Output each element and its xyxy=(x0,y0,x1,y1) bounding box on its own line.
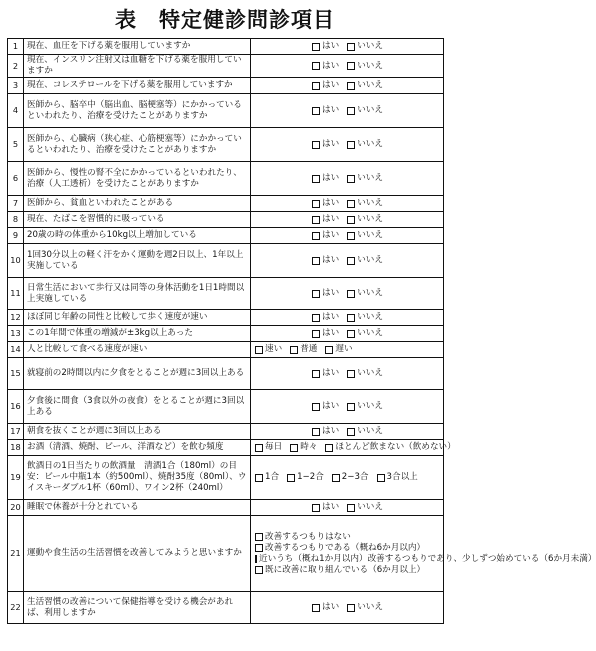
checkbox-icon[interactable] xyxy=(347,232,355,240)
question-number: 4 xyxy=(8,94,24,128)
checkbox-icon[interactable] xyxy=(347,216,355,224)
question-text: この1年間で体重の増減が±3kg以上あった xyxy=(24,326,251,342)
answer-label: 近いうち（概ね1か月以内）改善するつもりであり、少しずつ始めている（6か月未満） xyxy=(259,553,596,564)
answer-option[interactable] xyxy=(312,328,339,339)
question-row xyxy=(8,358,444,390)
question-number: 5 xyxy=(8,128,24,162)
answer-option[interactable] xyxy=(312,173,339,184)
answer-options xyxy=(251,358,444,390)
checkbox-icon[interactable] xyxy=(312,370,320,378)
answer-label: 既に改善に取り組んでいる（6か月以上） xyxy=(265,564,426,575)
answer-option[interactable] xyxy=(290,344,317,355)
answer-option[interactable] xyxy=(347,312,383,323)
answer-options xyxy=(251,424,444,440)
answer-label: いいえ xyxy=(357,502,383,512)
checkbox-icon[interactable] xyxy=(312,428,320,436)
answer-label: いいえ xyxy=(357,80,383,90)
answer-option[interactable] xyxy=(255,532,440,543)
answer-label: はい xyxy=(322,368,340,378)
answer-label: はい xyxy=(322,401,340,411)
question-row xyxy=(8,440,444,456)
question-number: 19 xyxy=(8,456,24,500)
answer-label: いいえ xyxy=(357,426,383,436)
question-number: 17 xyxy=(8,424,24,440)
question-text: 飲酒日の1日当たりの飲酒量 清酒1合（180ml）の目安：ビール中瓶1本（約500ml）、焼酎35度（80ml）、ウイスキーダブル1杯（60ml）、ワイン2杯（240ml） xyxy=(24,456,251,500)
question-number: 6 xyxy=(8,162,24,196)
question-row xyxy=(8,424,444,440)
question-row xyxy=(8,78,444,94)
answer-options xyxy=(251,212,444,228)
answer-options xyxy=(251,228,444,244)
answer-option[interactable] xyxy=(312,105,339,116)
answer-label: はい xyxy=(322,41,340,51)
checkbox-icon[interactable] xyxy=(312,62,320,70)
answer-options xyxy=(251,94,444,128)
answer-option[interactable] xyxy=(312,502,339,513)
question-row xyxy=(8,228,444,244)
question-text: 人と比較して食べる速度が速い xyxy=(24,342,251,358)
checkbox-icon[interactable] xyxy=(347,62,355,70)
question-number: 7 xyxy=(8,196,24,212)
answer-label: ほとんど飲まない（飲めない） xyxy=(335,442,456,452)
answer-options xyxy=(251,55,444,78)
answer-label: 時々 xyxy=(300,442,318,452)
checkbox-icon[interactable] xyxy=(347,290,355,298)
question-number: 9 xyxy=(8,228,24,244)
checkbox-icon[interactable] xyxy=(255,555,257,563)
checkbox-icon[interactable] xyxy=(255,544,263,552)
answer-option[interactable] xyxy=(347,368,383,379)
answer-label: 1合 xyxy=(265,472,280,482)
question-text: 現在、血圧を下げる薬を服用していますか xyxy=(24,39,251,55)
question-row xyxy=(8,500,444,516)
question-text: 医師から、慢性の腎不全にかかっているといわれたり、治療（人工透析）を受けたことがありますか xyxy=(24,162,251,196)
checkbox-icon[interactable] xyxy=(377,474,385,482)
question-row xyxy=(8,212,444,228)
answer-option[interactable] xyxy=(312,198,339,209)
question-number: 3 xyxy=(8,78,24,94)
question-text: 生活習慣の改善について保健指導を受ける機会があれば、利用しますか xyxy=(24,592,251,624)
answer-label: 1−2合 xyxy=(297,472,324,482)
answer-options xyxy=(251,500,444,516)
answer-options xyxy=(251,310,444,326)
answer-label: いいえ xyxy=(357,105,383,115)
answer-option[interactable] xyxy=(347,173,383,184)
checkbox-icon[interactable] xyxy=(347,43,355,51)
answer-options xyxy=(251,39,444,55)
answer-option[interactable] xyxy=(347,255,383,266)
question-number: 21 xyxy=(8,516,24,592)
question-row xyxy=(8,128,444,162)
question-row xyxy=(8,39,444,55)
answer-label: いいえ xyxy=(357,60,383,71)
answer-label: はい xyxy=(322,502,340,512)
answer-option[interactable] xyxy=(347,502,383,513)
answer-option[interactable] xyxy=(347,426,383,437)
checkbox-icon[interactable] xyxy=(347,107,355,115)
question-text: 就寝前の2時間以内に夕食をとることが週に3回以上ある xyxy=(24,358,251,390)
checkbox-icon[interactable] xyxy=(347,200,355,208)
answer-label: 毎日 xyxy=(265,442,283,452)
answer-label: いいえ xyxy=(357,214,383,224)
answer-option[interactable] xyxy=(347,80,383,91)
answer-options xyxy=(251,440,456,456)
question-row xyxy=(8,456,444,500)
answer-options xyxy=(251,592,444,624)
answer-label: はい xyxy=(322,312,340,322)
answer-option[interactable] xyxy=(312,401,339,412)
answer-label: はい xyxy=(322,198,340,208)
answer-option[interactable] xyxy=(312,214,339,225)
answer-option[interactable] xyxy=(377,472,418,483)
question-text: 夕食後に間食（3食以外の夜食）をとることが週に3回以上ある xyxy=(24,390,251,424)
checkbox-icon[interactable] xyxy=(312,216,320,224)
answer-label: 普通 xyxy=(300,344,318,354)
checkbox-icon[interactable] xyxy=(312,43,320,51)
question-text: 運動や食生活の生活習慣を改善してみようと思いますか xyxy=(24,516,251,592)
checkbox-icon[interactable] xyxy=(312,504,320,512)
answer-options xyxy=(251,342,444,358)
answer-label: いいえ xyxy=(357,328,383,338)
answer-option[interactable] xyxy=(347,214,383,225)
answer-option[interactable] xyxy=(312,255,339,266)
answer-label: いいえ xyxy=(357,139,383,149)
answer-option[interactable] xyxy=(255,553,596,565)
checkbox-icon[interactable] xyxy=(312,141,320,149)
answer-label: いいえ xyxy=(357,602,383,612)
answer-label: はい xyxy=(322,105,340,115)
answer-option[interactable] xyxy=(312,368,339,379)
checkbox-icon[interactable] xyxy=(347,403,355,411)
answer-options xyxy=(251,162,444,196)
answer-label: いいえ xyxy=(357,312,383,322)
answer-label: 改善するつもりである（概ね6か月以内） xyxy=(265,542,426,553)
checkbox-icon[interactable] xyxy=(347,330,355,338)
answer-option[interactable] xyxy=(347,602,383,613)
checkbox-icon[interactable] xyxy=(332,474,340,482)
checkbox-icon[interactable] xyxy=(287,474,295,482)
checkbox-icon[interactable] xyxy=(312,232,320,240)
checkbox-icon[interactable] xyxy=(290,346,298,354)
checkbox-icon[interactable] xyxy=(325,346,333,354)
answer-option[interactable] xyxy=(312,602,339,613)
answer-label: はい xyxy=(322,214,340,224)
question-number: 16 xyxy=(8,390,24,424)
checkbox-icon[interactable] xyxy=(255,474,263,482)
question-row xyxy=(8,310,444,326)
answer-option[interactable] xyxy=(255,442,282,453)
question-text: 現在、たばこを習慣的に吸っている xyxy=(24,212,251,228)
question-number: 18 xyxy=(8,440,24,456)
answer-options xyxy=(251,278,444,310)
question-number: 8 xyxy=(8,212,24,228)
checkbox-icon[interactable] xyxy=(312,82,320,90)
checkbox-icon[interactable] xyxy=(347,141,355,149)
question-row xyxy=(8,278,444,310)
checkbox-icon[interactable] xyxy=(290,444,298,452)
answer-option[interactable] xyxy=(347,198,383,209)
checkbox-icon[interactable] xyxy=(312,314,320,322)
question-row xyxy=(8,592,444,624)
answer-label: はい xyxy=(322,60,340,71)
checkbox-icon[interactable] xyxy=(347,257,355,265)
answer-label: いいえ xyxy=(357,230,383,240)
answer-label: いいえ xyxy=(357,198,383,208)
answer-option[interactable] xyxy=(347,401,383,412)
question-row xyxy=(8,244,444,278)
answer-option[interactable] xyxy=(332,472,369,483)
answer-option[interactable] xyxy=(312,312,339,323)
question-row xyxy=(8,390,444,424)
checkbox-icon[interactable] xyxy=(347,370,355,378)
answer-options xyxy=(251,78,444,94)
checkbox-icon[interactable] xyxy=(255,346,263,354)
question-row xyxy=(8,516,444,592)
answer-option[interactable] xyxy=(255,344,282,355)
answer-options xyxy=(251,456,444,500)
answer-option[interactable] xyxy=(255,543,440,554)
question-number: 22 xyxy=(8,592,24,624)
answer-option[interactable] xyxy=(347,230,383,241)
answer-label: 2−3合 xyxy=(341,472,369,482)
question-number: 13 xyxy=(8,326,24,342)
answer-label: はい xyxy=(322,288,340,298)
checkbox-icon[interactable] xyxy=(312,107,320,115)
question-row xyxy=(8,94,444,128)
answer-option[interactable] xyxy=(325,344,352,355)
answer-label: はい xyxy=(322,426,340,436)
answer-options xyxy=(251,516,596,592)
page-title: 表 特定健診問診項目 xyxy=(115,8,335,32)
answer-label: はい xyxy=(322,173,340,183)
question-text: 現在、コレステロールを下げる薬を服用していますか xyxy=(24,78,251,94)
checkbox-icon[interactable] xyxy=(312,200,320,208)
checkbox-icon[interactable] xyxy=(312,290,320,298)
checkbox-icon[interactable] xyxy=(255,444,263,452)
question-text: 日常生活において歩行又は同等の身体活動を1日1時間以上実施している xyxy=(24,278,251,310)
question-text: お酒（清酒、焼酎、ビール、洋酒など）を飲む頻度 xyxy=(24,440,251,456)
answer-option[interactable] xyxy=(312,80,339,91)
answer-option[interactable] xyxy=(287,472,324,483)
checkbox-icon[interactable] xyxy=(255,566,263,574)
question-text: 現在、インスリン注射又は血糖を下げる薬を服用していますか xyxy=(24,55,251,78)
answer-option[interactable] xyxy=(325,442,455,453)
answer-label: いいえ xyxy=(357,255,383,265)
answer-options xyxy=(251,128,444,162)
question-number: 2 xyxy=(8,55,24,78)
checkbox-icon[interactable] xyxy=(312,175,320,183)
answer-option[interactable] xyxy=(347,61,383,72)
checkbox-icon[interactable] xyxy=(312,257,320,265)
question-number: 15 xyxy=(8,358,24,390)
questionnaire-table xyxy=(7,38,596,624)
checkbox-icon[interactable] xyxy=(312,403,320,411)
answer-option[interactable] xyxy=(312,288,339,299)
checkbox-icon[interactable] xyxy=(347,504,355,512)
answer-option[interactable] xyxy=(347,328,383,339)
answer-option[interactable] xyxy=(312,139,339,150)
answer-label: いいえ xyxy=(357,368,383,378)
checkbox-icon[interactable] xyxy=(347,604,355,612)
question-row xyxy=(8,196,444,212)
answer-label: いいえ xyxy=(357,173,383,183)
answer-label: はい xyxy=(322,328,340,338)
question-text: 1回30分以上の軽く汗をかく運動を週2日以上、1年以上実施している xyxy=(24,244,251,278)
answer-option[interactable] xyxy=(347,105,383,116)
answer-option[interactable] xyxy=(290,442,317,453)
answer-label: はい xyxy=(322,602,340,612)
answer-option[interactable] xyxy=(347,288,383,299)
checkbox-icon[interactable] xyxy=(347,175,355,183)
answer-options xyxy=(251,326,444,342)
answer-label: いいえ xyxy=(357,288,383,298)
answer-option[interactable] xyxy=(312,230,339,241)
checkbox-icon[interactable] xyxy=(347,314,355,322)
checkbox-icon[interactable] xyxy=(347,82,355,90)
question-text: ほぼ同じ年齢の同性と比較して歩く速度が速い xyxy=(24,310,251,326)
checkbox-icon[interactable] xyxy=(312,604,320,612)
question-text: 朝食を抜くことが週に3回以上ある xyxy=(24,424,251,440)
checkbox-icon[interactable] xyxy=(347,428,355,436)
answer-option[interactable] xyxy=(312,61,339,72)
question-number: 10 xyxy=(8,244,24,278)
answer-label: 3合以上 xyxy=(386,472,418,482)
answer-options xyxy=(251,244,444,278)
checkbox-icon[interactable] xyxy=(325,444,333,452)
answer-label: はい xyxy=(322,255,340,265)
answer-option[interactable] xyxy=(347,41,383,52)
question-text: 医師から、脳卒中（脳出血、脳梗塞等）にかかっているといわれたり、治療を受けたことがありますか xyxy=(24,94,251,128)
question-row xyxy=(8,326,444,342)
question-number: 11 xyxy=(8,278,24,310)
answer-option[interactable] xyxy=(255,472,279,483)
checkbox-icon[interactable] xyxy=(312,330,320,338)
checkbox-icon[interactable] xyxy=(255,533,263,541)
answer-label: 遅い xyxy=(335,344,353,354)
question-row xyxy=(8,162,444,196)
answer-options xyxy=(251,196,444,212)
question-number: 12 xyxy=(8,310,24,326)
answer-label: 改善するつもりはない xyxy=(265,531,351,542)
question-row xyxy=(8,342,444,358)
answer-label: いいえ xyxy=(357,401,383,411)
answer-label: 速い xyxy=(265,344,283,354)
question-text: 20歳の時の体重から10kg以上増加している xyxy=(24,228,251,244)
answer-options xyxy=(251,390,444,424)
answer-label: はい xyxy=(322,80,340,90)
answer-option[interactable] xyxy=(312,41,339,52)
question-row xyxy=(8,55,444,78)
question-text: 睡眠で休養が十分とれている xyxy=(24,500,251,516)
answer-label: はい xyxy=(322,230,340,240)
question-text: 医師から、心臓病（狭心症、心筋梗塞等）にかかっているといわれたり、治療を受けたことがありますか xyxy=(24,128,251,162)
question-number: 14 xyxy=(8,342,24,358)
answer-label: いいえ xyxy=(357,41,383,51)
answer-label: はい xyxy=(322,139,340,149)
question-number: 20 xyxy=(8,500,24,516)
answer-option[interactable] xyxy=(347,139,383,150)
question-text: 医師から、貧血といわれたことがある xyxy=(24,196,251,212)
question-number: 1 xyxy=(8,39,24,55)
answer-option[interactable] xyxy=(312,426,339,437)
answer-option[interactable] xyxy=(255,565,440,576)
